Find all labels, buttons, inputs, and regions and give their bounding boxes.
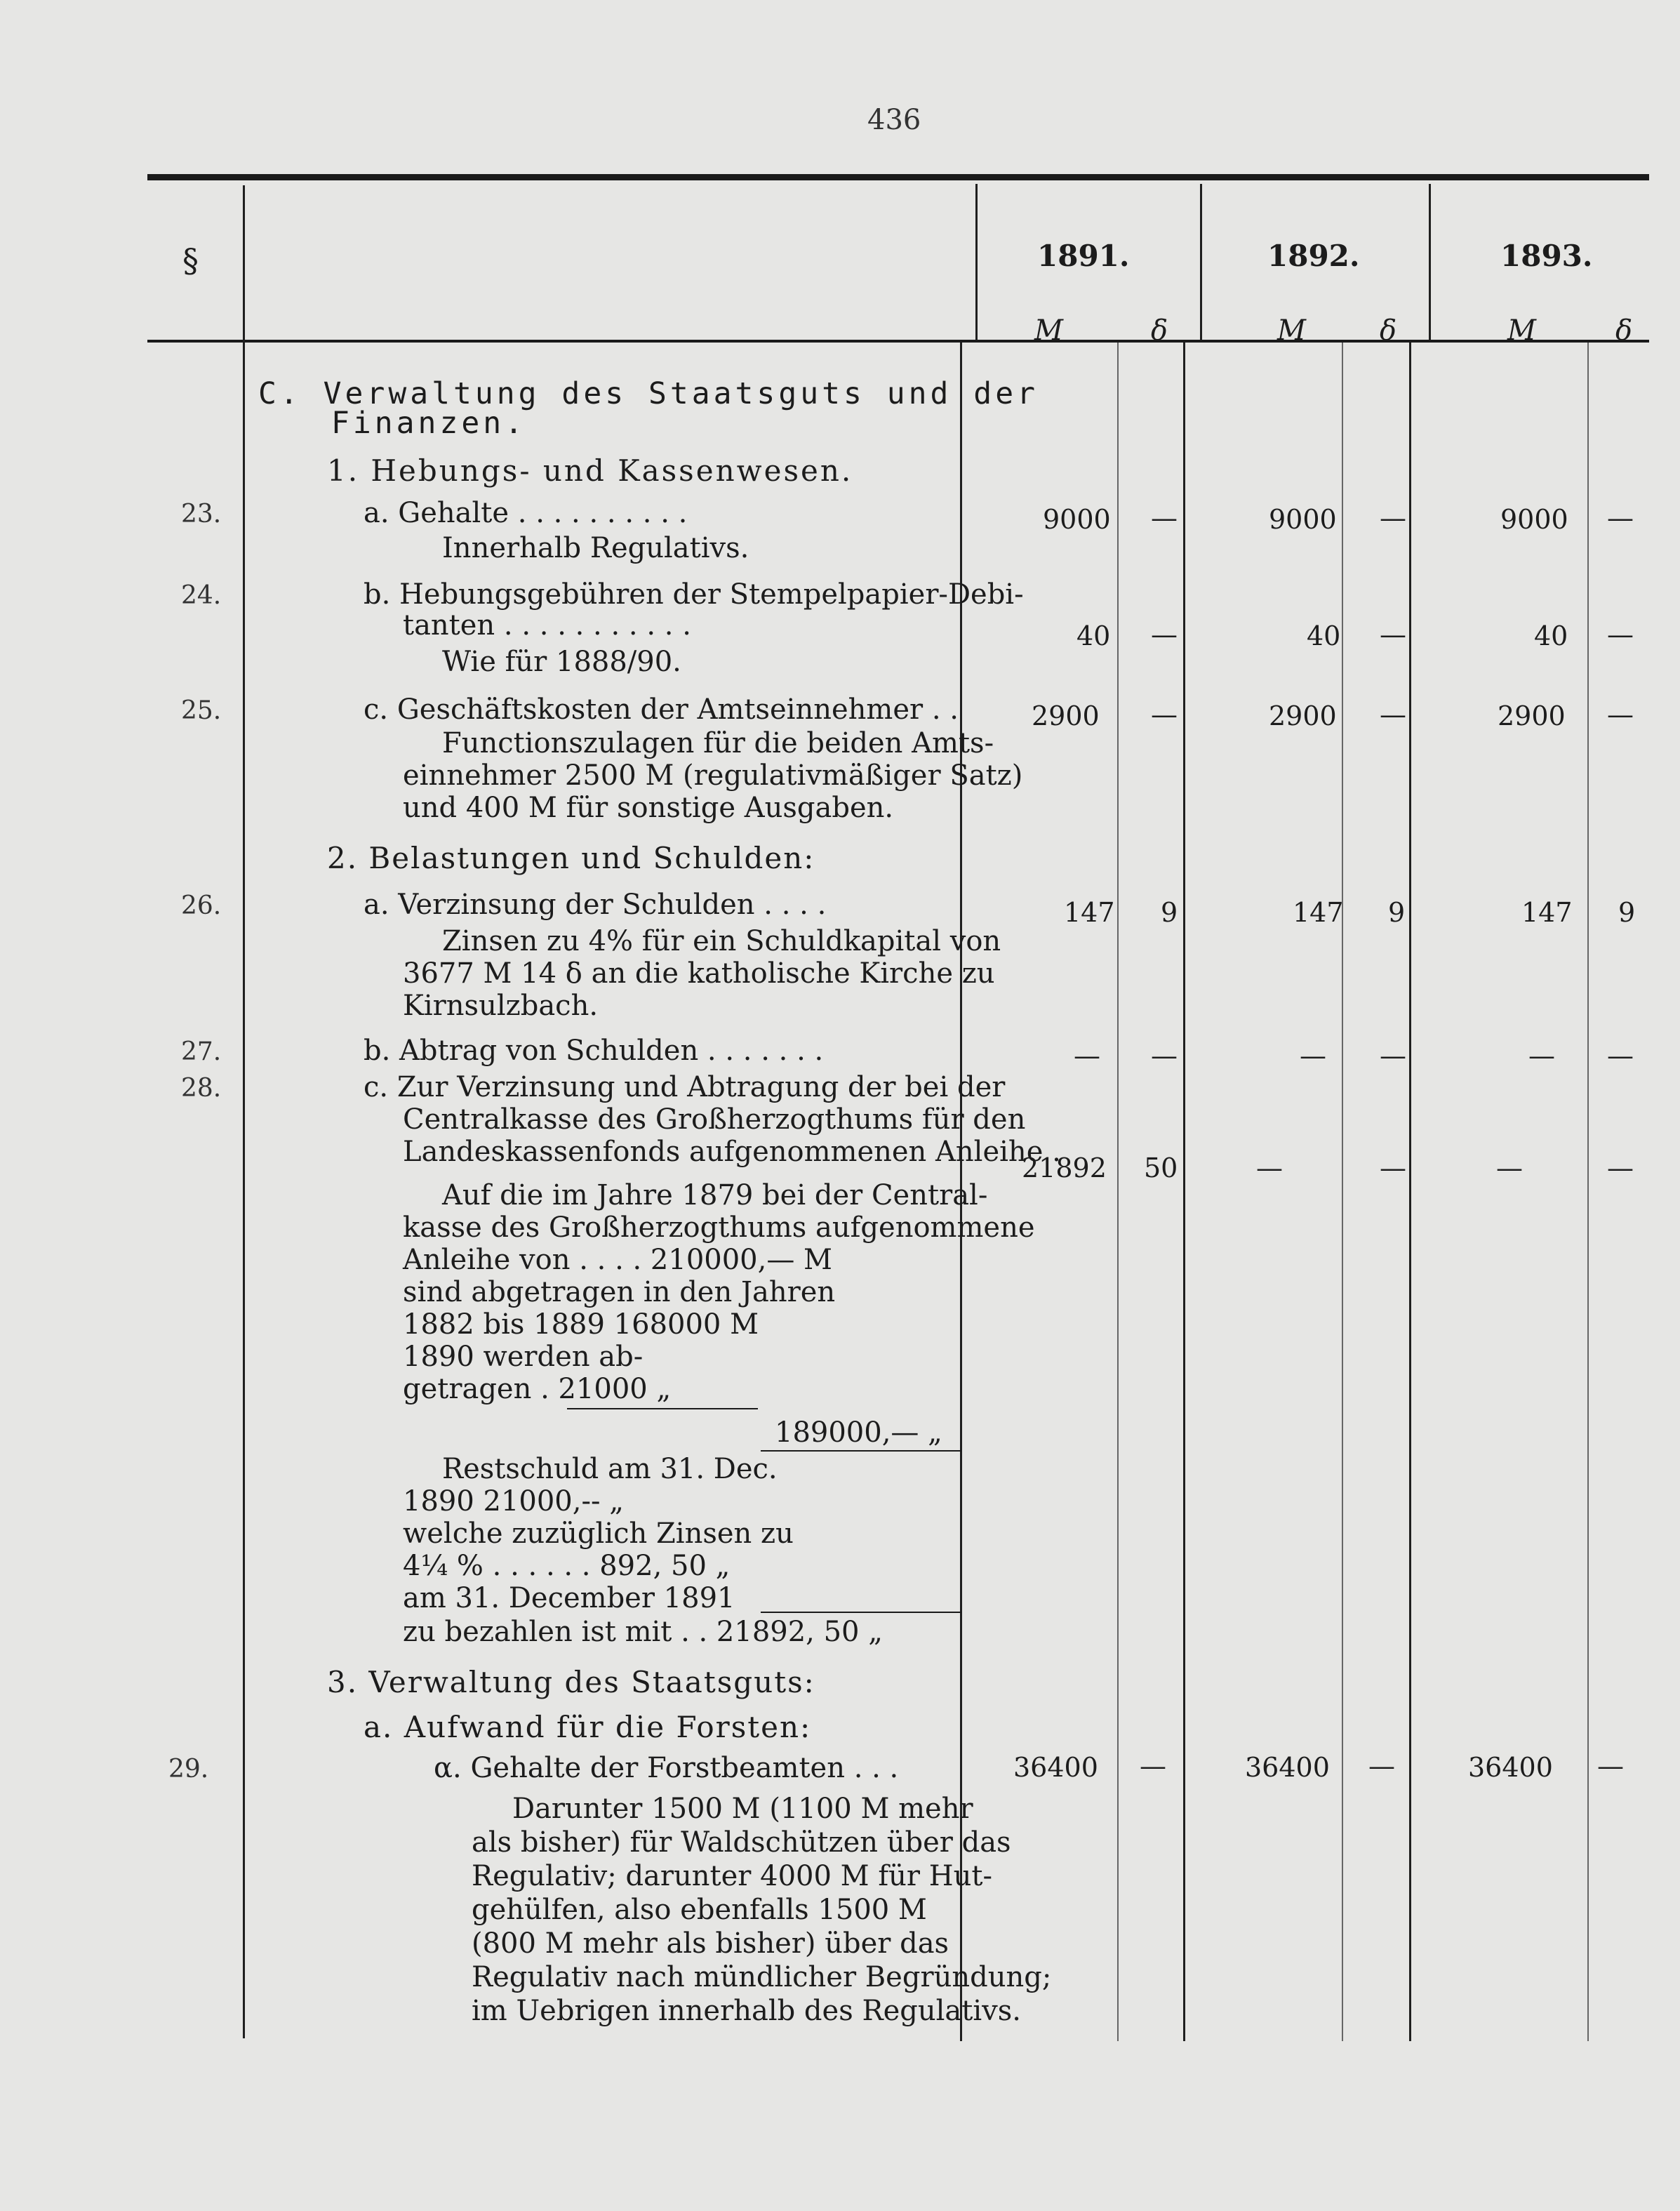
row-29-1893-pf: — (1597, 1751, 1624, 1781)
unit-mark-1892: M (1277, 314, 1306, 347)
row-28-1891-mark: 21892 (1022, 1153, 1107, 1183)
forest-note-1: Darunter 1500 M (1100 M mehr (512, 1793, 973, 1825)
loan-note-7: getragen . 21000 „ (403, 1373, 672, 1405)
row-28-1891-pf: 50 (1144, 1153, 1178, 1183)
loan-sum-rule (567, 1408, 758, 1409)
column-divider-1893 (1409, 343, 1411, 2041)
column-divider-pf-1893 (1587, 343, 1589, 2041)
loan-note-11: welche zuzüglich Zinsen zu (403, 1518, 794, 1550)
row-25-1893-mark: 2900 (1498, 701, 1566, 731)
row-25-1892-mark: 2900 (1269, 701, 1337, 731)
row-25-note-3: und 400 M für sonstige Ausgaben. (403, 792, 894, 824)
row-23-label: a. Gehalte . . . . . . . . . . (364, 497, 688, 529)
row-27-1893-pf: — (1607, 1040, 1634, 1071)
row-26-note-1: Zinsen zu 4% für ein Schuldkapital von (442, 925, 1001, 957)
row-29-label: α. Gehalte der Forstbeamten . . . (434, 1752, 899, 1784)
forest-note-2: als bisher) für Waldschützen über das (472, 1826, 1011, 1859)
row-23-1892-mark: 9000 (1269, 504, 1337, 535)
forest-note-3: Regulativ; darunter 4000 M für Hut- (472, 1860, 992, 1892)
row-23-1891-pf: — (1151, 503, 1178, 533)
loan-note-4: sind abgetragen in den Jahren (403, 1276, 836, 1308)
row-23-1893-pf: — (1607, 503, 1634, 533)
loan-note-3: Anleihe von . . . . 210000,— M (403, 1244, 833, 1276)
subsection-2: 2. Belastungen und Schulden: (327, 841, 815, 875)
row-25-1893-pf: — (1607, 699, 1634, 730)
loan-sum-rule-2 (761, 1450, 961, 1452)
row-28-1893-pf: — (1607, 1153, 1634, 1183)
row-23-1893-mark: 9000 (1500, 504, 1568, 535)
row-29-1893-mark: 36400 (1468, 1752, 1553, 1783)
row-24-note: Wie für 1888/90. (442, 646, 681, 678)
row-26-1891-pf: 9 (1161, 897, 1178, 928)
loan-note-6: 1890 werden ab- (403, 1341, 644, 1373)
row-29-1891-pf: — (1140, 1751, 1166, 1781)
row-26-note-2: 3677 M 14 δ an die katholische Kirche zu (403, 957, 995, 990)
row-25-1892-pf: — (1380, 699, 1406, 730)
row-25-label: c. Geschäftskosten der Amtseinnehmer . . (364, 693, 959, 726)
row-29-1892-mark: 36400 (1245, 1752, 1330, 1783)
row-26-1892-mark: 147 (1293, 897, 1344, 928)
column-divider-pf-1891 (1117, 343, 1119, 2041)
loan-note-14: zu bezahlen ist mit . . 21892, 50 „ (403, 1616, 883, 1648)
loan-note-9: Restschuld am 31. Dec. (442, 1453, 778, 1485)
unit-pf-1891: δ (1151, 314, 1168, 347)
row-28-label-1: c. Zur Verzinsung und Abtragung der bei der (364, 1071, 1006, 1103)
loan-note-5: 1882 bis 1889 168000 M (403, 1308, 759, 1341)
row-24-1892-pf: — (1380, 619, 1406, 650)
row-25-number: 25. (181, 696, 222, 725)
row-24-1891-pf: — (1151, 619, 1178, 650)
loan-note-1: Auf die im Jahre 1879 bei der Central- (442, 1179, 988, 1211)
row-25-1891-mark: 2900 (1032, 701, 1100, 731)
row-23-note: Innerhalb Regulativs. (442, 532, 749, 564)
row-24-label-2: tanten . . . . . . . . . . . (403, 609, 691, 642)
column-divider-1892 (1183, 343, 1185, 2041)
section-c-title-2: Finanzen. (331, 406, 526, 441)
row-29-1892-pf: — (1368, 1751, 1395, 1781)
row-23-1892-pf: — (1380, 503, 1406, 533)
loan-note-8: 189000,— „ (775, 1416, 942, 1449)
forest-note-4: gehülfen, also ebenfalls 1500 M (472, 1894, 927, 1926)
row-26-1891-mark: 147 (1064, 897, 1115, 928)
row-23-number: 23. (181, 500, 222, 529)
row-26-label: a. Verzinsung der Schulden . . . . (364, 889, 827, 921)
row-27-1892-mark: — (1300, 1040, 1326, 1071)
row-26-number: 26. (181, 891, 222, 920)
page-number: 436 (867, 104, 921, 136)
loan-note-13: am 31. December 1891 (403, 1582, 735, 1614)
subsection-1: 1. Hebungs- und Kassenwesen. (327, 453, 853, 488)
row-26-1893-pf: 9 (1618, 897, 1636, 928)
column-divider-pf-1892 (1342, 343, 1343, 2041)
forest-note-7: im Uebrigen innerhalb des Regulativs. (472, 1995, 1021, 2027)
unit-pf-1892: δ (1380, 314, 1397, 347)
row-24-1893-mark: 40 (1534, 620, 1568, 651)
unit-mark-1891: M (1034, 314, 1063, 347)
unit-pf-1893: δ (1615, 314, 1633, 347)
row-28-1892-pf: — (1380, 1153, 1406, 1183)
year-1892: 1892. (1267, 239, 1360, 273)
row-24-number: 24. (181, 581, 222, 610)
row-26-1892-pf: 9 (1388, 897, 1406, 928)
row-28-1892-mark: — (1256, 1153, 1283, 1183)
section-symbol: § (182, 241, 199, 279)
row-24-1892-mark: 40 (1307, 620, 1341, 651)
row-27-1892-pf: — (1380, 1040, 1406, 1071)
row-24-1893-pf: — (1607, 619, 1634, 650)
row-27-number: 27. (181, 1037, 222, 1066)
subsection-3: 3. Verwaltung des Staatsguts: (327, 1665, 815, 1699)
row-28-label-3: Landeskassenfonds aufgenommenen Anleihe . (403, 1136, 1061, 1168)
row-27-1891-pf: — (1151, 1040, 1178, 1071)
year-1891: 1891. (1037, 239, 1130, 273)
row-27-1891-mark: — (1074, 1040, 1100, 1071)
row-28-label-2: Centralkasse des Großherzogthums für den (403, 1103, 1026, 1136)
loan-note-2: kasse des Großherzogthums aufgenommene (403, 1211, 1035, 1244)
row-23-1891-mark: 9000 (1043, 504, 1111, 535)
loan-total-rule (761, 1612, 961, 1613)
row-27-label: b. Abtrag von Schulden . . . . . . . (364, 1035, 824, 1067)
row-24-1891-mark: 40 (1076, 620, 1111, 651)
loan-note-12: 4¼ % . . . . . . 892, 50 „ (403, 1550, 731, 1582)
year-1893: 1893. (1500, 239, 1593, 273)
column-divider-1893-head (1429, 184, 1431, 340)
row-28-number: 28. (181, 1074, 222, 1103)
forest-note-5: (800 M mehr als bisher) über das (472, 1927, 949, 1960)
row-26-1893-mark: 147 (1521, 897, 1573, 928)
loan-note-10: 1890 21000,-- „ (403, 1485, 624, 1518)
row-25-note-2: einnehmer 2500 M (regulativmäßiger Satz) (403, 759, 1023, 792)
header-rule (147, 340, 1649, 343)
row-27-1893-mark: — (1528, 1040, 1555, 1071)
column-divider-1891-head (975, 184, 978, 340)
row-29-1891-mark: 36400 (1013, 1752, 1098, 1783)
forest-note-6: Regulativ nach mündlicher Begründung; (472, 1961, 1052, 1993)
column-divider-1892-head (1200, 184, 1202, 340)
row-29-number: 29. (168, 1755, 209, 1784)
row-28-1893-mark: — (1496, 1153, 1523, 1183)
row-25-note-1: Functionszulagen für die beiden Amts- (442, 727, 994, 759)
subsection-3a: a. Aufwand für die Forsten: (364, 1710, 812, 1744)
column-divider-section (243, 185, 245, 2038)
row-25-1891-pf: — (1151, 699, 1178, 730)
row-24-label-1: b. Hebungsgebühren der Stempelpapier-Debi- (364, 578, 1024, 611)
section-c-title: C. Verwaltung des Staatsguts und der (258, 376, 1039, 411)
row-26-note-3: Kirnsulzbach. (403, 990, 599, 1022)
unit-mark-1893: M (1507, 314, 1536, 347)
top-rule (147, 174, 1649, 180)
